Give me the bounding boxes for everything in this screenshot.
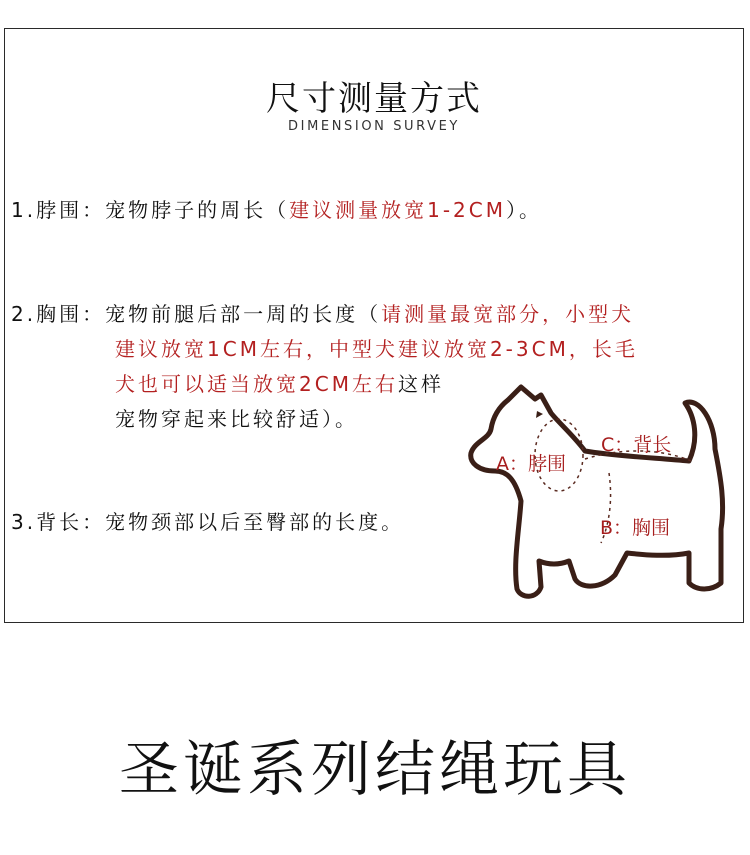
chest-note-3: 犬也可以适当放宽2CM左右 bbox=[115, 372, 398, 396]
neck-tail: ）。 bbox=[505, 198, 542, 222]
page-title: 尺寸测量方式 bbox=[266, 79, 482, 119]
chest-line-1 bbox=[11, 299, 634, 329]
dog-outline bbox=[471, 387, 723, 596]
neck-text: 宠物脖子的周长（ bbox=[105, 198, 290, 222]
back-line bbox=[11, 507, 404, 537]
dog-label-chest: B：胸围 bbox=[600, 517, 671, 539]
chest-label: 2.胸围： bbox=[11, 302, 106, 326]
page-subtitle: DIMENSION SURVEY bbox=[288, 119, 460, 134]
chest-text-4: 宠物穿起来比较舒适）。 bbox=[115, 407, 358, 431]
dog-label-back: C：背长 bbox=[601, 434, 672, 456]
chest-text-3: 这样 bbox=[397, 372, 444, 396]
chest-note-1: 请测量最宽部分，小型犬 bbox=[381, 302, 635, 326]
dog-eye bbox=[536, 411, 543, 418]
chest-line-3 bbox=[115, 369, 444, 399]
back-label: 3.背长： bbox=[11, 510, 106, 534]
neck-line bbox=[11, 195, 542, 225]
neck-note: 建议测量放宽1-2CM bbox=[289, 198, 506, 222]
neck-label: 1.脖围： bbox=[11, 198, 106, 222]
chest-text-1: 宠物前腿后部一周的长度（ bbox=[105, 302, 382, 326]
chest-note-2: 建议放宽1CM左右，中型犬建议放宽2-3CM，长毛 bbox=[115, 337, 638, 361]
dog-label-neck: A：脖围 bbox=[496, 453, 566, 475]
back-text: 宠物颈部以后至臀部的长度。 bbox=[105, 510, 405, 534]
dog-illustration bbox=[463, 383, 743, 603]
product-title: 圣诞系列结绳玩具 bbox=[119, 735, 631, 805]
